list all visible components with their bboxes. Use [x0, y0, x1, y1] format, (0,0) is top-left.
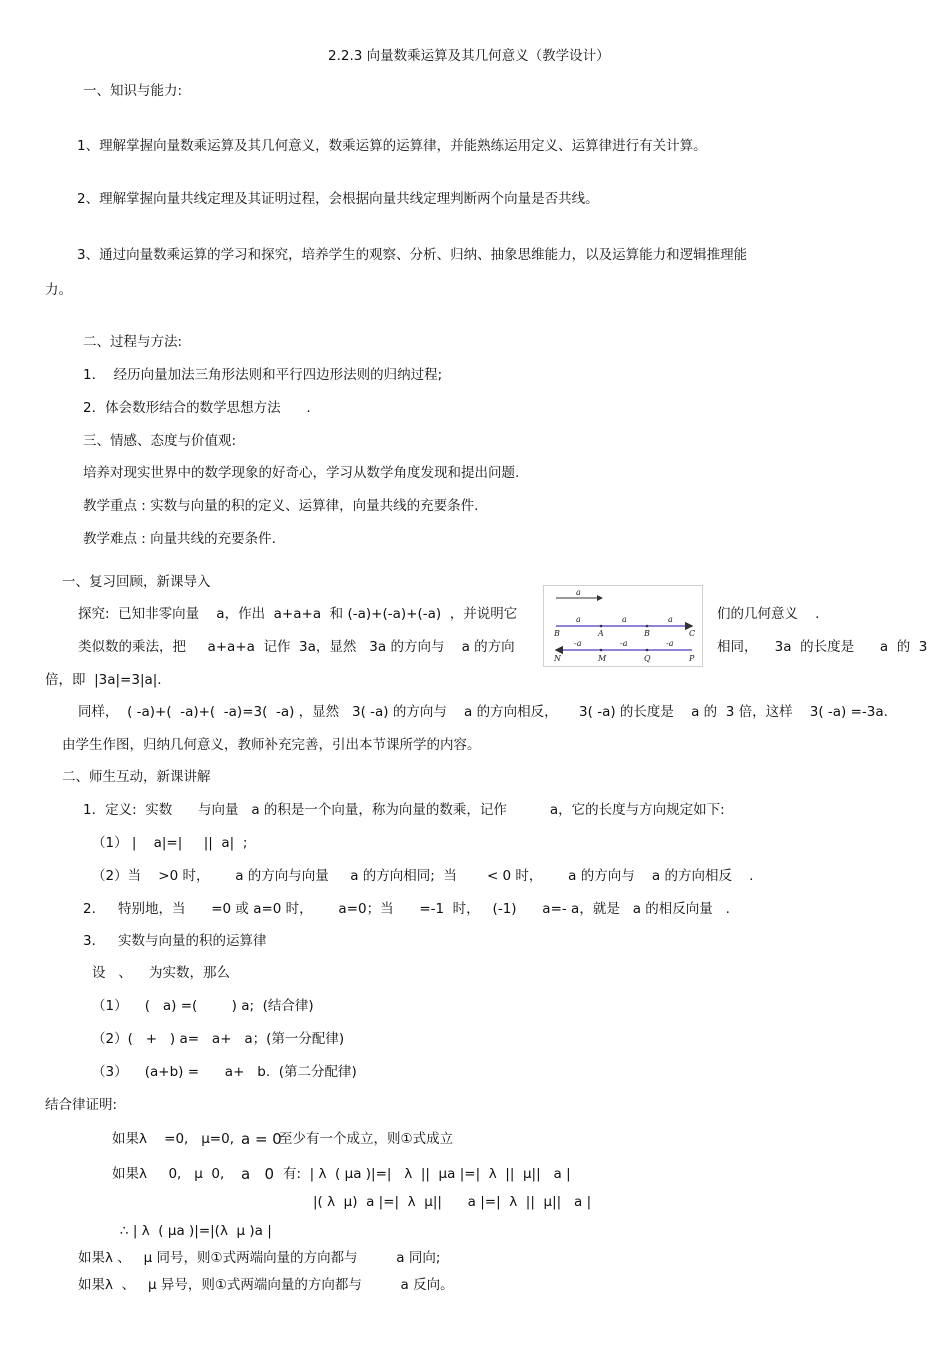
vector-figure — [543, 585, 703, 667]
formula-a-neq-zero: a 0 — [241, 1165, 275, 1183]
text-line: 相同， 3a 的长度是 a 的 3 — [717, 639, 928, 655]
text-line: 2． 特别地，当 =0 或 a=0 时， a=0；当 =-1 时， (-1) a=- a，就是 a 的相反向量 . — [83, 901, 730, 917]
text-line: 同样， ( -a)+( -a)+( -a)=3( -a) ，显然 3( -a) 的方向与 a 的方向相反， 3( -a) 的长度是 a 的 3 倍，这样 3( -a) =-3a. — [78, 704, 888, 720]
text-line: 们的几何意义 . — [717, 606, 820, 622]
text-line: 有: | λ ( μa )|=| λ || μa |=| λ || μ|| a | — [283, 1166, 571, 1182]
text-line: （1） | a|=| || a| ; — [92, 835, 248, 851]
text-line: 1、理解掌握向量数乘运算及其几何意义，数乘运算的运算律，并能熟练运用定义、运算律进行有关计算。 — [77, 138, 707, 154]
text-line: （2）当 >0 时， a 的方向与向量 a 的方向相同; 当 < 0 时， a 的方向与 a 的方向相反 . — [92, 868, 754, 884]
text-line: 2．体会数形结合的数学思想方法 . — [83, 400, 311, 416]
text-line: 3、通过向量数乘运算的学习和探究，培养学生的观察、分析、归纳、抽象思维能力，以及运算能力和逻辑推理能 — [77, 247, 748, 263]
text-line: 1．定义: 实数 与向量 a 的积是一个向量，称为向量的数乘，记作 a，它的长度与方向规定如下: — [83, 802, 725, 818]
text-line: 如果λ =0, μ=0, — [112, 1131, 235, 1147]
text-line: 力。 — [45, 282, 72, 298]
text-line: 至少有一个成立，则①式成立 — [279, 1131, 454, 1147]
text-line: 设 、 为实数，那么 — [92, 965, 231, 981]
section-heading: 一、复习回顾，新课导入 — [62, 574, 211, 590]
text-line: 类似数的乘法，把 a+a+a 记作 3a，显然 3a 的方向与 a 的方向 — [78, 639, 515, 655]
text-line: 培养对现实世界中的数学现象的好奇心，学习从数学角度发现和提出问题. — [83, 465, 520, 481]
text-line: （2）( + ) a= a+ a；(第一分配律) — [92, 1031, 345, 1047]
point-label: P — [689, 654, 695, 663]
point-label: B — [554, 629, 560, 638]
text-line: 探究: 已知非零向量 a，作出 a+a+a 和 (-a)+(-a)+(-a) ，并说明它 — [78, 606, 518, 622]
text-line: 倍，即 |3a|=3|a|. — [45, 672, 162, 688]
page-title: 2.2.3 向量数乘运算及其几何意义（教学设计） — [328, 48, 610, 64]
section-heading: 二、师生互动，新课讲解 — [62, 769, 211, 785]
point-label: M — [598, 654, 607, 663]
row2-label: a — [576, 615, 581, 624]
text-line: 2、理解掌握向量共线定理及其证明过程，会根据向量共线定理判断两个向量是否共线。 — [77, 191, 599, 207]
text-line: |( λ μ) a |=| λ μ|| a |=| λ || μ|| a | — [313, 1194, 592, 1210]
section-heading: 一、知识与能力: — [83, 83, 183, 99]
text-line: （1） ( a) =( ) a; (结合律) — [92, 998, 314, 1014]
text-line: （3） (a+b) = a+ b. (第二分配律) — [92, 1064, 357, 1080]
section-heading: 二、过程与方法: — [83, 334, 183, 350]
point-label: B — [644, 629, 650, 638]
point-label: N — [554, 654, 561, 663]
row2-label: a — [622, 615, 627, 624]
text-line: 由学生作图，归纳几何意义，教师补充完善，引出本节课所学的内容。 — [62, 737, 481, 753]
text-line: 如果λ 0, μ 0, — [112, 1166, 225, 1182]
text-line: 3． 实数与向量的积的运算律 — [83, 933, 267, 949]
text-line: 如果λ 、 μ 同号，则①式两端向量的方向都与 a 同向; — [78, 1250, 441, 1266]
row2-label: a — [668, 615, 673, 624]
section-heading: 三、情感、态度与价值观: — [83, 433, 237, 449]
text-line: 教学难点 : 向量共线的充要条件. — [83, 531, 276, 547]
row3-label: -a — [620, 639, 628, 648]
point-label: C — [689, 629, 696, 638]
text-line: 如果λ 、 μ 异号，则①式两端向量的方向都与 a 反向。 — [78, 1277, 454, 1293]
point-label: Q — [644, 654, 651, 663]
section-heading: 结合律证明: — [45, 1097, 118, 1113]
text-line: 1． 经历向量加法三角形法则和平行四边形法则的归纳过程; — [83, 367, 443, 383]
text-line: 教学重点 : 实数与向量的积的定义、运算律，向量共线的充要条件. — [83, 498, 479, 514]
point-label: A — [598, 629, 604, 638]
vector-a-label: a — [576, 588, 581, 597]
formula-a-eq-zero: a = 0 — [241, 1130, 282, 1148]
row3-label: -a — [666, 639, 674, 648]
text-line: ∴ | λ ( μa )|=|(λ μ )a | — [120, 1223, 272, 1239]
row3-label: -a — [574, 639, 582, 648]
